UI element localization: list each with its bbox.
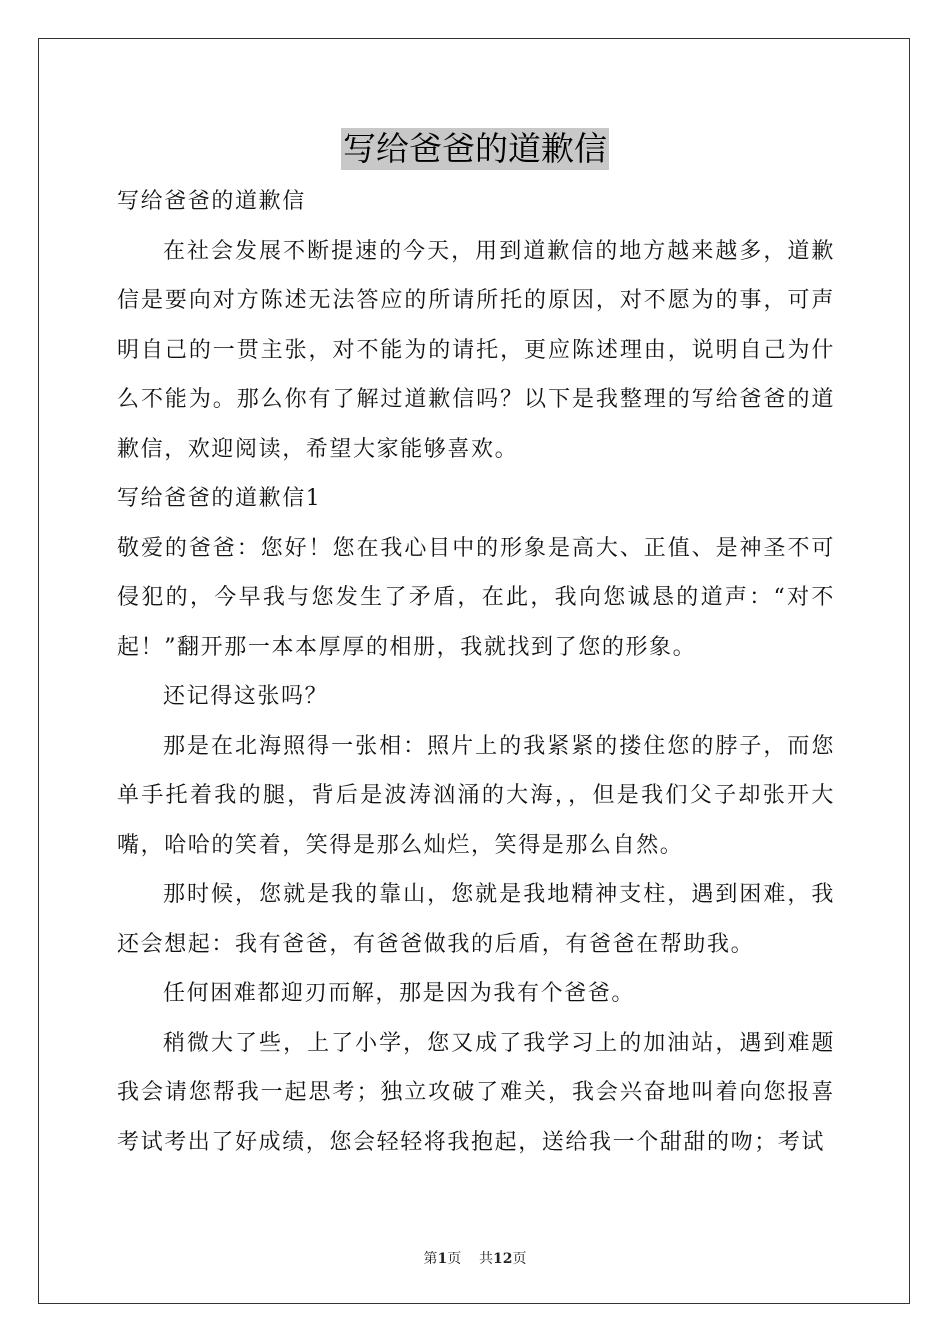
paragraph: 那是在北海照得一张相：照片上的我紧紧的搂住您的脖子，而您单手托着我的腿，背后是波涛汹涌的大海，，但是我们父子却张开大嘴，哈哈的笑着，笑得是那么灿烂，笑得是那么自然。 <box>117 733 835 858</box>
page-footer <box>0 1248 950 1268</box>
paragraph: 写给爸爸的道歉信 <box>117 189 306 214</box>
paragraph: 在社会发展不断提速的今天，用到道歉信的地方越来越多，道歉信是要向对方陈述无法答应的所请所托的原因，对不愿为的事，可声明自己的一贯主张，对不能为的请托，更应陈述理由，说明自己为什么不能为。那么你有了解过道歉信吗？以下是我整理的写给爸爸的道歉信，欢迎阅读，希望大家能够喜欢。 <box>117 238 835 462</box>
paragraph: 写给爸爸的道歉信1 <box>117 486 322 511</box>
title-wrap <box>0 128 950 170</box>
paragraph: 稍微大了些，上了小学，您又成了我学习上的加油站，遇到难题我会请您帮我一起思考；独立攻破了难关，我会兴奋地叫着向您报喜考试考出了好成绩，您会轻轻将我抱起，送给我一个甜甜的吻；考试 <box>117 1030 835 1155</box>
document-title: 写给爸爸的道歉信 <box>343 129 607 168</box>
footer-middle: 页 共 <box>447 1251 494 1267</box>
paragraph: 敬爱的爸爸：您好！您在我心目中的形象是高大、正值、是神圣不可侵犯的，今早我与您发生了矛盾，在此，我向您诚恳的道声：“对不起！”翻开那一本本厚厚的相册，我就找到了您的形象。 <box>117 535 835 660</box>
paragraph: 任何困难都迎刃而解，那是因为我有个爸爸。 <box>163 981 636 1006</box>
footer-prefix: 第 <box>423 1251 438 1267</box>
footer-suffix: 页 <box>512 1251 527 1267</box>
document-body <box>117 177 835 1167</box>
current-page-number: 1 <box>437 1251 448 1267</box>
paragraph: 那时候，您就是我的靠山，您就是我地精神支柱，遇到困难，我还会想起：我有爸爸，有爸爸做我的后盾，有爸爸在帮助我。 <box>117 882 835 957</box>
total-page-count: 12 <box>493 1251 513 1267</box>
paragraph: 还记得这张吗？ <box>163 684 329 709</box>
